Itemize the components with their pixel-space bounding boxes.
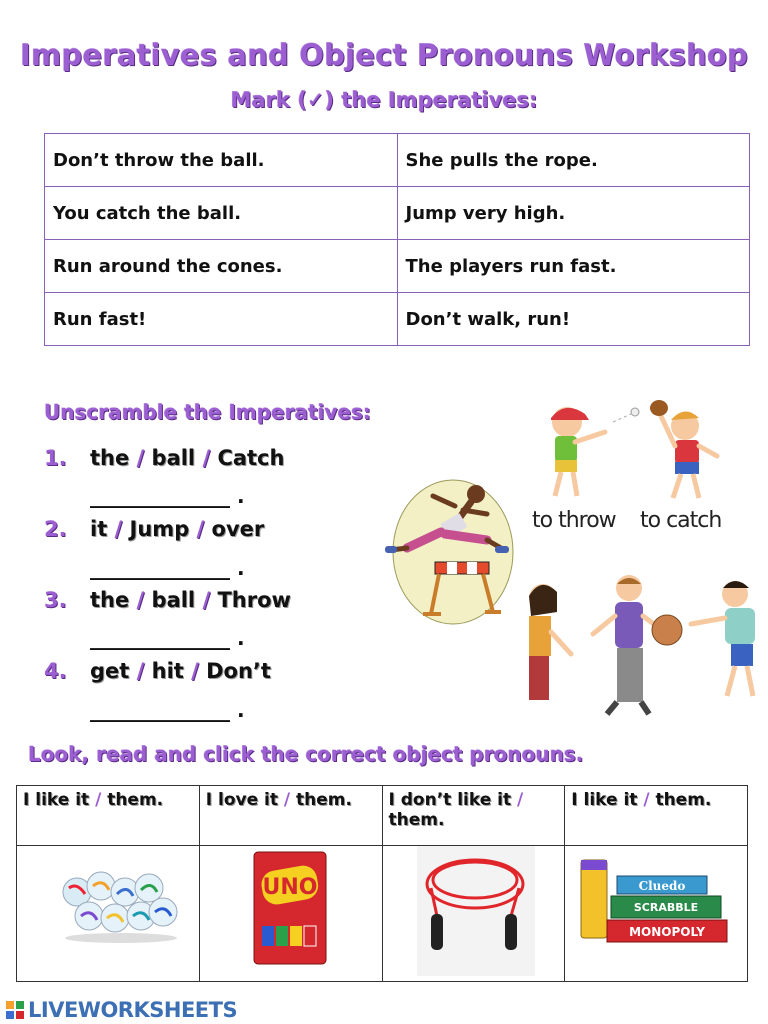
word: ball <box>151 588 196 612</box>
answer-blank-2[interactable]: ______________ . <box>90 556 245 580</box>
option-them[interactable]: them. <box>655 790 712 810</box>
hurdle-jumper-illustration <box>383 466 515 626</box>
monopoly-label: MONOPOLY <box>629 925 706 939</box>
brand-name: LIVEWORKSHEETS <box>28 998 238 1022</box>
option-separator: / <box>277 790 297 810</box>
option-it[interactable]: I like it <box>571 790 638 810</box>
word: get <box>90 659 130 683</box>
pronoun-choice-cell <box>17 786 200 846</box>
image-cell <box>565 846 748 982</box>
word: Catch <box>217 446 285 470</box>
pronouns-instruction: Look, read and click the correct object pronouns. <box>28 742 584 766</box>
table-row <box>45 240 750 293</box>
image-cell <box>199 846 382 982</box>
dodgeball-illustration <box>527 572 765 722</box>
uno-cards-image <box>200 846 380 976</box>
word: Jump <box>129 517 190 541</box>
word: ball <box>151 446 196 470</box>
unscramble-item-1 <box>44 446 284 470</box>
word-separator: / <box>195 446 218 470</box>
sentence-cell[interactable]: Jump very high. <box>397 187 750 240</box>
throw-catch-illustration <box>535 396 735 508</box>
sentence-cell[interactable]: Don’t throw the ball. <box>45 134 398 187</box>
item-number: 3. <box>44 588 67 612</box>
sentence-cell[interactable]: The players run fast. <box>397 240 750 293</box>
page-title: Imperatives and Object Pronouns Workshop <box>19 38 749 72</box>
imperatives-table <box>44 133 750 346</box>
table-row <box>17 846 748 982</box>
word-separator: / <box>107 517 130 541</box>
option-separator: / <box>89 790 108 810</box>
item-number: 1. <box>44 446 67 470</box>
word-separator: / <box>129 659 152 683</box>
caption-to-throw: to throw <box>532 508 616 533</box>
option-them[interactable]: them. <box>388 810 445 830</box>
scrabble-label: SCRABBLE <box>634 901 699 914</box>
image-cell <box>382 846 565 982</box>
table-row <box>45 134 750 187</box>
option-them[interactable]: them. <box>107 790 164 810</box>
pronoun-choice-cell <box>382 786 565 846</box>
word: Throw <box>217 588 291 612</box>
pronouns-table <box>16 785 748 982</box>
word: the <box>90 446 130 470</box>
pronoun-choice-cell <box>565 786 748 846</box>
sentence-cell[interactable]: Don’t walk, run! <box>397 293 750 346</box>
image-cell <box>17 846 200 982</box>
table-row <box>45 187 750 240</box>
answer-blank-3[interactable]: ______________ . <box>90 626 245 650</box>
option-it[interactable]: I love it <box>205 790 278 810</box>
sentence-cell[interactable]: She pulls the rope. <box>397 134 750 187</box>
pronoun-choice-cell <box>199 786 382 846</box>
cluedo-label: Cluedo <box>638 879 686 893</box>
liveworksheets-logo-icon <box>6 1001 24 1019</box>
caption-to-catch: to catch <box>640 508 722 533</box>
option-it[interactable]: I like it <box>23 790 90 810</box>
unscramble-item-3 <box>44 588 291 612</box>
footer-brand[interactable] <box>6 998 237 1022</box>
item-number: 2. <box>44 517 67 541</box>
jump-rope-image <box>383 846 565 976</box>
sentence-cell[interactable]: Run around the cones. <box>45 240 398 293</box>
word-separator: / <box>129 588 152 612</box>
sentence-cell[interactable]: You catch the ball. <box>45 187 398 240</box>
mark-instruction: Mark (✓) the Imperatives: <box>230 88 538 112</box>
unscramble-item-2 <box>44 517 264 541</box>
word-separator: / <box>183 659 207 683</box>
option-it[interactable]: I don’t like it <box>388 790 512 810</box>
option-separator: / <box>637 790 656 810</box>
word: it <box>90 517 108 541</box>
answer-blank-4[interactable]: ______________ . <box>90 698 245 722</box>
sentence-cell[interactable]: Run fast! <box>45 293 398 346</box>
option-them[interactable]: them. <box>296 790 352 810</box>
option-separator: / <box>511 790 524 810</box>
board-games-image <box>565 846 745 976</box>
word: Don’t <box>206 659 271 683</box>
word: hit <box>151 659 184 683</box>
marbles-image <box>17 846 199 976</box>
uno-logo-text: UNO <box>262 875 318 900</box>
item-number: 4. <box>44 659 67 683</box>
word-separator: / <box>129 446 152 470</box>
word-separator: / <box>189 517 212 541</box>
word-separator: / <box>195 588 218 612</box>
table-row <box>17 786 748 846</box>
answer-blank-1[interactable]: ______________ . <box>90 484 245 508</box>
word: over <box>211 517 265 541</box>
unscramble-item-4 <box>44 659 271 683</box>
word: the <box>90 588 130 612</box>
unscramble-title: Unscramble the Imperatives: <box>44 400 371 424</box>
table-row <box>45 293 750 346</box>
